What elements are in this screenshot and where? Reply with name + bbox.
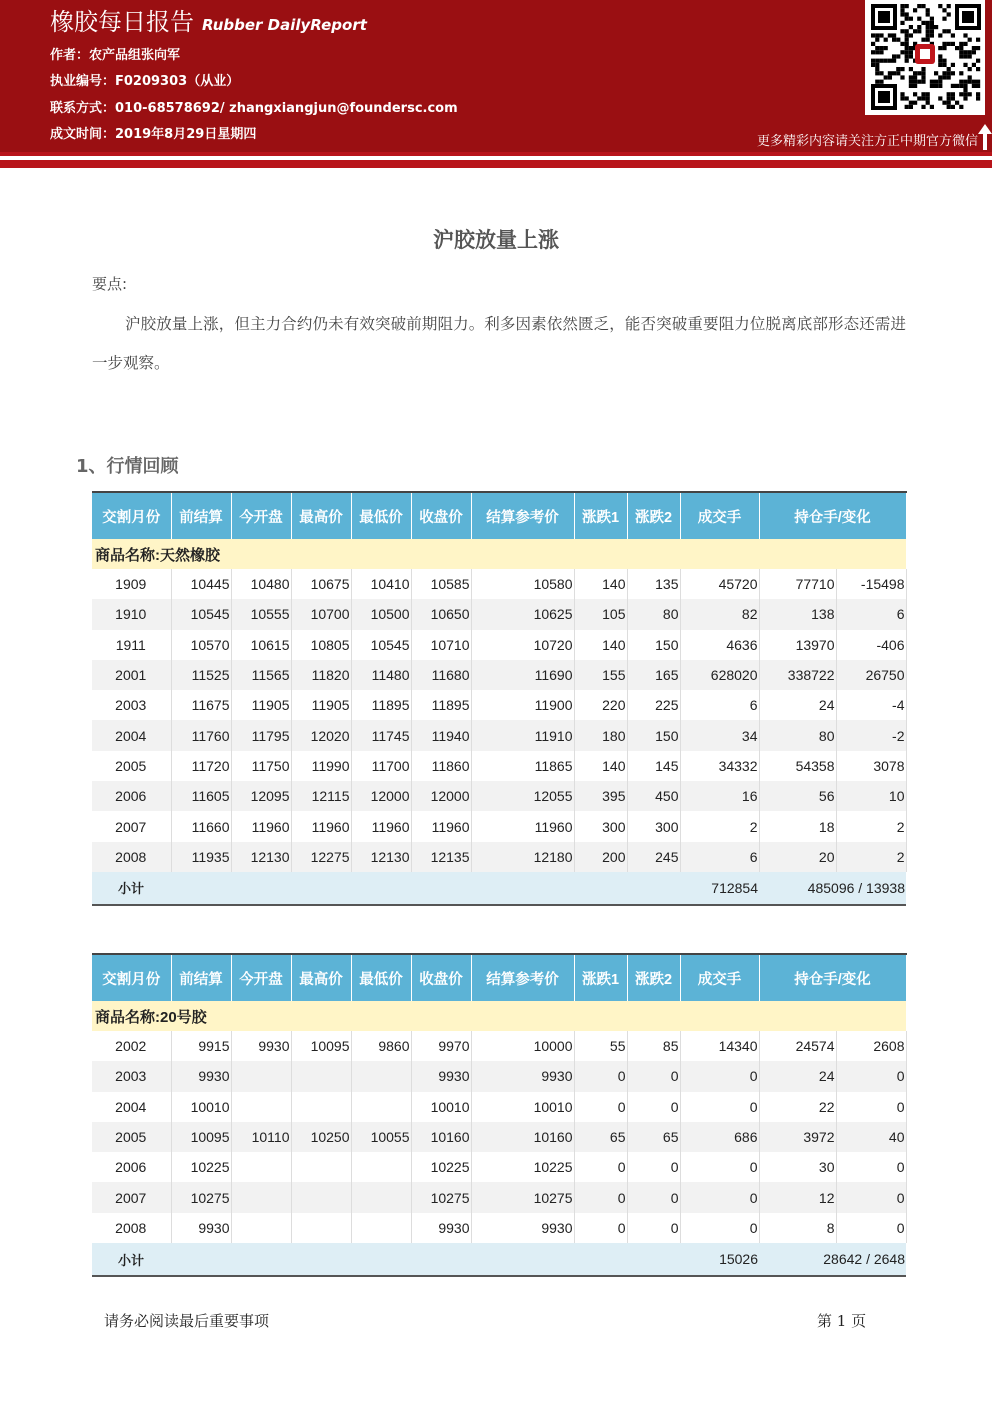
table-cell: 10250: [291, 1122, 351, 1152]
license-line: 执业编号：F0209303（从业）: [50, 74, 240, 89]
table-row: [92, 569, 906, 599]
table-cell: 11860: [411, 751, 471, 781]
table-row: [92, 1092, 906, 1122]
date-line: 成文时间：2019年8月29日星期四: [50, 127, 257, 142]
table-cell: [351, 1061, 411, 1091]
table-cell: 11960: [351, 811, 411, 841]
table-cell: 11700: [351, 751, 411, 781]
table-cell: 9930: [231, 1031, 291, 1061]
table-cell: 338722: [759, 660, 836, 690]
table-cell: 11910: [471, 720, 574, 750]
table-cell: 11900: [471, 690, 574, 720]
column-header: 交割月份: [92, 492, 171, 539]
table-cell: [351, 1182, 411, 1212]
table-cell: [291, 1213, 351, 1243]
table-cell: 11660: [171, 811, 231, 841]
table-cell: 10480: [231, 569, 291, 599]
table-cell: 0: [680, 1092, 759, 1122]
table-cell: [351, 1152, 411, 1182]
table-row: [92, 630, 906, 660]
table-cell: 34332: [680, 751, 759, 781]
table-cell: 225: [627, 690, 680, 720]
table-cell: [351, 1092, 411, 1122]
table-cell: 0: [836, 1061, 906, 1091]
table-cell: 450: [627, 781, 680, 811]
column-header: 涨跌2: [627, 492, 680, 539]
column-header: 收盘价: [411, 954, 471, 1001]
table-cell: 4636: [680, 630, 759, 660]
table-cell: 2006: [92, 1152, 171, 1182]
column-header: 成交手: [680, 954, 759, 1001]
table-cell: 0: [627, 1092, 680, 1122]
table-cell: 11960: [231, 811, 291, 841]
table-cell: 10625: [471, 599, 574, 629]
table-cell: 0: [627, 1061, 680, 1091]
table-cell: 56: [759, 781, 836, 811]
table-row: [92, 599, 906, 629]
wechat-follow-text: 更多精彩内容请关注方正中期官方微信: [756, 134, 978, 149]
column-header: 前结算: [171, 492, 231, 539]
table-cell: 140: [574, 751, 627, 781]
title-en: Rubber DailyReport: [202, 16, 367, 34]
table-cell: [231, 1213, 291, 1243]
table-cell: 10445: [171, 569, 231, 599]
table-cell: -4: [836, 690, 906, 720]
table-cell: 11745: [351, 720, 411, 750]
table-cell: 0: [574, 1061, 627, 1091]
table-cell: [291, 1182, 351, 1212]
subtotal-label: 小计: [92, 1243, 680, 1276]
table-cell: [291, 1061, 351, 1091]
table-cell: 0: [836, 1213, 906, 1243]
table-cell: 11960: [291, 811, 351, 841]
page-number: 第 1 页: [817, 1312, 867, 1330]
table-cell: 24574: [759, 1031, 836, 1061]
table-cell: 9930: [171, 1213, 231, 1243]
table-cell: 6: [680, 690, 759, 720]
table-cell: 0: [836, 1092, 906, 1122]
table-cell: 12130: [351, 842, 411, 872]
arrow-up-icon: [978, 124, 992, 150]
table-cell: 9970: [411, 1031, 471, 1061]
table-cell: 30: [759, 1152, 836, 1182]
table-cell: 10710: [411, 630, 471, 660]
table-cell: 11690: [471, 660, 574, 690]
table-cell: 10580: [471, 569, 574, 599]
table-cell: 11760: [171, 720, 231, 750]
table-cell: 2005: [92, 1122, 171, 1152]
column-header: 涨跌2: [627, 954, 680, 1001]
subtotal-volume: 712854: [680, 872, 759, 905]
table-cell: 12275: [291, 842, 351, 872]
column-header: 前结算: [171, 954, 231, 1001]
table-cell: 12000: [411, 781, 471, 811]
table-cell: 82: [680, 599, 759, 629]
table-cell: 13970: [759, 630, 836, 660]
table-cell: 11905: [291, 690, 351, 720]
section-title: 1、行情回顾: [76, 456, 179, 477]
column-header: 今开盘: [231, 492, 291, 539]
table-cell: 9860: [351, 1031, 411, 1061]
table-cell: 22: [759, 1092, 836, 1122]
table-cell: [231, 1061, 291, 1091]
table-cell: [231, 1182, 291, 1212]
table-cell: 11720: [171, 751, 231, 781]
column-header: 涨跌1: [574, 954, 627, 1001]
header-divider: [0, 152, 992, 156]
subtotal-open-interest: 28642 / 2648: [759, 1243, 906, 1276]
table-cell: 10225: [471, 1152, 574, 1182]
table-cell: 11680: [411, 660, 471, 690]
table-cell: 11480: [351, 660, 411, 690]
table-cell: 10805: [291, 630, 351, 660]
table-cell: 10055: [351, 1122, 411, 1152]
table-cell: 65: [574, 1122, 627, 1152]
table-cell: 3078: [836, 751, 906, 781]
table-cell: 10545: [351, 630, 411, 660]
group-row: [92, 539, 906, 569]
table-cell: 2003: [92, 1061, 171, 1091]
table-cell: 0: [680, 1152, 759, 1182]
table-cell: 11960: [471, 811, 574, 841]
table-cell: 14340: [680, 1031, 759, 1061]
table-row: [92, 1122, 906, 1152]
table-cell: 200: [574, 842, 627, 872]
table-cell: 9930: [411, 1061, 471, 1091]
table-cell: 10615: [231, 630, 291, 660]
table-row: [92, 660, 906, 690]
table-cell: 135: [627, 569, 680, 599]
table-cell: 55: [574, 1031, 627, 1061]
table-cell: 140: [574, 569, 627, 599]
table-cell: 10720: [471, 630, 574, 660]
table-cell: 2003: [92, 690, 171, 720]
table-cell: 6: [836, 599, 906, 629]
table-cell: 24: [759, 1061, 836, 1091]
table-cell: 2006: [92, 781, 171, 811]
table-cell: 11525: [171, 660, 231, 690]
table-cell: 11905: [231, 690, 291, 720]
table-cell: 245: [627, 842, 680, 872]
table-cell: 10500: [351, 599, 411, 629]
table-cell: 150: [627, 630, 680, 660]
author-line: 作者：农产品组张向军: [50, 48, 181, 63]
table-cell: 10160: [411, 1122, 471, 1152]
keypoints-label: 要点:: [92, 275, 128, 293]
table-cell: 10010: [471, 1092, 574, 1122]
table-cell: 24: [759, 690, 836, 720]
table-cell: 10410: [351, 569, 411, 599]
column-header: 今开盘: [231, 954, 291, 1001]
table-cell: 300: [574, 811, 627, 841]
column-header: 最低价: [351, 492, 411, 539]
table-cell: 2007: [92, 1182, 171, 1212]
table-cell: 0: [680, 1182, 759, 1212]
table-cell: 10095: [171, 1122, 231, 1152]
table-cell: 12000: [351, 781, 411, 811]
table-cell: 11865: [471, 751, 574, 781]
table-cell: 65: [627, 1122, 680, 1152]
table-cell: 10095: [291, 1031, 351, 1061]
table-row: [92, 1182, 906, 1212]
table-cell: -406: [836, 630, 906, 660]
table-cell: 10700: [291, 599, 351, 629]
table-cell: 10555: [231, 599, 291, 629]
table-cell: 180: [574, 720, 627, 750]
table-cell: 2001: [92, 660, 171, 690]
table-cell: 0: [680, 1061, 759, 1091]
table-cell: 300: [627, 811, 680, 841]
table-cell: 11605: [171, 781, 231, 811]
table-cell: 395: [574, 781, 627, 811]
table-cell: 10570: [171, 630, 231, 660]
column-header: 最低价: [351, 954, 411, 1001]
subtotal-label: 小计: [92, 872, 680, 905]
title-cn: 橡胶每日报告: [50, 8, 194, 36]
table-cell: 10225: [411, 1152, 471, 1182]
table-cell: 3972: [759, 1122, 836, 1152]
contact-line: 联系方式：010-68578692/ zhangxiangjun@foundersc.com: [50, 101, 458, 116]
table-cell: 0: [574, 1182, 627, 1212]
table-cell: 34: [680, 720, 759, 750]
table-cell: -2: [836, 720, 906, 750]
table-cell: 2007: [92, 811, 171, 841]
table-row: [92, 1213, 906, 1243]
table-row: [92, 690, 906, 720]
table-cell: 18: [759, 811, 836, 841]
table-row: [92, 781, 906, 811]
table-row: [92, 1061, 906, 1091]
table-header-row: [92, 492, 906, 539]
subtotal-row: [92, 872, 906, 905]
table-cell: 45720: [680, 569, 759, 599]
table-cell: 9915: [171, 1031, 231, 1061]
table-cell: 0: [574, 1152, 627, 1182]
table-cell: 12095: [231, 781, 291, 811]
table-cell: 0: [836, 1182, 906, 1212]
market-table-tsr20: [92, 953, 907, 1277]
table-cell: 80: [627, 599, 680, 629]
table-cell: 0: [680, 1213, 759, 1243]
table-row: [92, 811, 906, 841]
qr-code-icon[interactable]: [865, 0, 985, 115]
table-cell: 26750: [836, 660, 906, 690]
table-cell: [351, 1213, 411, 1243]
table-cell: 11935: [171, 842, 231, 872]
table-cell: 10110: [231, 1122, 291, 1152]
table-cell: 0: [836, 1152, 906, 1182]
table-cell: 140: [574, 630, 627, 660]
table-cell: 9930: [171, 1061, 231, 1091]
header-divider-band: [0, 160, 992, 168]
table-cell: 0: [627, 1152, 680, 1182]
table-cell: [291, 1092, 351, 1122]
table-cell: 11960: [411, 811, 471, 841]
table-row: [92, 720, 906, 750]
table-cell: 12180: [471, 842, 574, 872]
table-cell: 10675: [291, 569, 351, 599]
table-row: [92, 842, 906, 872]
market-table-natural-rubber: [92, 491, 907, 906]
table-cell: 1910: [92, 599, 171, 629]
column-header: 涨跌1: [574, 492, 627, 539]
table-cell: 11565: [231, 660, 291, 690]
table-cell: 10: [836, 781, 906, 811]
group-row: [92, 1001, 906, 1031]
column-header: 最高价: [291, 954, 351, 1001]
table-cell: 85: [627, 1031, 680, 1061]
table-cell: 0: [574, 1213, 627, 1243]
table-cell: 628020: [680, 660, 759, 690]
table-cell: 220: [574, 690, 627, 720]
column-header: 最高价: [291, 492, 351, 539]
subtotal-volume: 15026: [680, 1243, 759, 1276]
table-cell: 9930: [411, 1213, 471, 1243]
table-cell: 11895: [411, 690, 471, 720]
commodity-name: 商品名称:20号胶: [92, 1001, 906, 1031]
table-cell: 10275: [471, 1182, 574, 1212]
table-cell: 11750: [231, 751, 291, 781]
table-cell: 12130: [231, 842, 291, 872]
table-cell: 165: [627, 660, 680, 690]
column-header: 交割月份: [92, 954, 171, 1001]
table-cell: 2: [836, 842, 906, 872]
summary-paragraph: 沪胶放量上涨，但主力合约仍未有效突破前期阻力。利多因素依然匮乏，能否突破重要阻力位脱离底部形态还需进一步观察。: [92, 315, 906, 372]
column-header: 收盘价: [411, 492, 471, 539]
table-cell: 2008: [92, 842, 171, 872]
table-cell: 2: [836, 811, 906, 841]
table-cell: 10650: [411, 599, 471, 629]
document-title: 沪胶放量上涨: [433, 228, 559, 252]
footer-disclaimer: 请务必阅读最后重要事项: [104, 1312, 270, 1330]
column-header: 结算参考价: [471, 954, 574, 1001]
table-header-row: [92, 954, 906, 1001]
subtotal-row: [92, 1243, 906, 1276]
table-cell: 10585: [411, 569, 471, 599]
report-title-banner: [50, 2, 367, 37]
column-header: 持仓手/变化: [759, 492, 906, 539]
table-cell: 12055: [471, 781, 574, 811]
table-cell: 0: [574, 1092, 627, 1122]
table-row: [92, 1031, 906, 1061]
table-cell: 12020: [291, 720, 351, 750]
table-cell: 10000: [471, 1031, 574, 1061]
table-cell: 10010: [411, 1092, 471, 1122]
table-cell: 150: [627, 720, 680, 750]
table-cell: 11990: [291, 751, 351, 781]
table-cell: 105: [574, 599, 627, 629]
table-cell: 80: [759, 720, 836, 750]
table-cell: 10160: [471, 1122, 574, 1152]
table-cell: [231, 1152, 291, 1182]
table-cell: 1909: [92, 569, 171, 599]
table-cell: 11795: [231, 720, 291, 750]
table-cell: 9930: [471, 1213, 574, 1243]
table-cell: 11940: [411, 720, 471, 750]
table-cell: [231, 1092, 291, 1122]
table-cell: 12: [759, 1182, 836, 1212]
table-cell: 10275: [411, 1182, 471, 1212]
table-row: [92, 1152, 906, 1182]
table-row: [92, 751, 906, 781]
table-cell: 0: [627, 1182, 680, 1212]
table-cell: 2008: [92, 1213, 171, 1243]
table-cell: 0: [627, 1213, 680, 1243]
table-cell: 1911: [92, 630, 171, 660]
table-cell: 11820: [291, 660, 351, 690]
table-cell: 138: [759, 599, 836, 629]
table-cell: 16: [680, 781, 759, 811]
table-cell: 2002: [92, 1031, 171, 1061]
table-cell: 11895: [351, 690, 411, 720]
table-cell: 12135: [411, 842, 471, 872]
table-cell: 20: [759, 842, 836, 872]
table-cell: 11675: [171, 690, 231, 720]
table-cell: 10545: [171, 599, 231, 629]
column-header: 结算参考价: [471, 492, 574, 539]
table-cell: 155: [574, 660, 627, 690]
table-cell: 77710: [759, 569, 836, 599]
column-header: 成交手: [680, 492, 759, 539]
table-cell: 10010: [171, 1092, 231, 1122]
table-cell: 2004: [92, 720, 171, 750]
column-header: 持仓手/变化: [759, 954, 906, 1001]
table-cell: 2608: [836, 1031, 906, 1061]
table-cell: 686: [680, 1122, 759, 1152]
table-cell: 145: [627, 751, 680, 781]
subtotal-open-interest: 485096 / 13938: [759, 872, 906, 905]
table-cell: 40: [836, 1122, 906, 1152]
table-cell: 2: [680, 811, 759, 841]
table-cell: 9930: [471, 1061, 574, 1091]
table-cell: 54358: [759, 751, 836, 781]
table-cell: 12115: [291, 781, 351, 811]
table-cell: 10225: [171, 1152, 231, 1182]
table-cell: 2005: [92, 751, 171, 781]
table-cell: -15498: [836, 569, 906, 599]
table-cell: [291, 1152, 351, 1182]
table-cell: 2004: [92, 1092, 171, 1122]
commodity-name: 商品名称:天然橡胶: [92, 539, 906, 569]
table-cell: 6: [680, 842, 759, 872]
table-cell: 8: [759, 1213, 836, 1243]
table-cell: 10275: [171, 1182, 231, 1212]
